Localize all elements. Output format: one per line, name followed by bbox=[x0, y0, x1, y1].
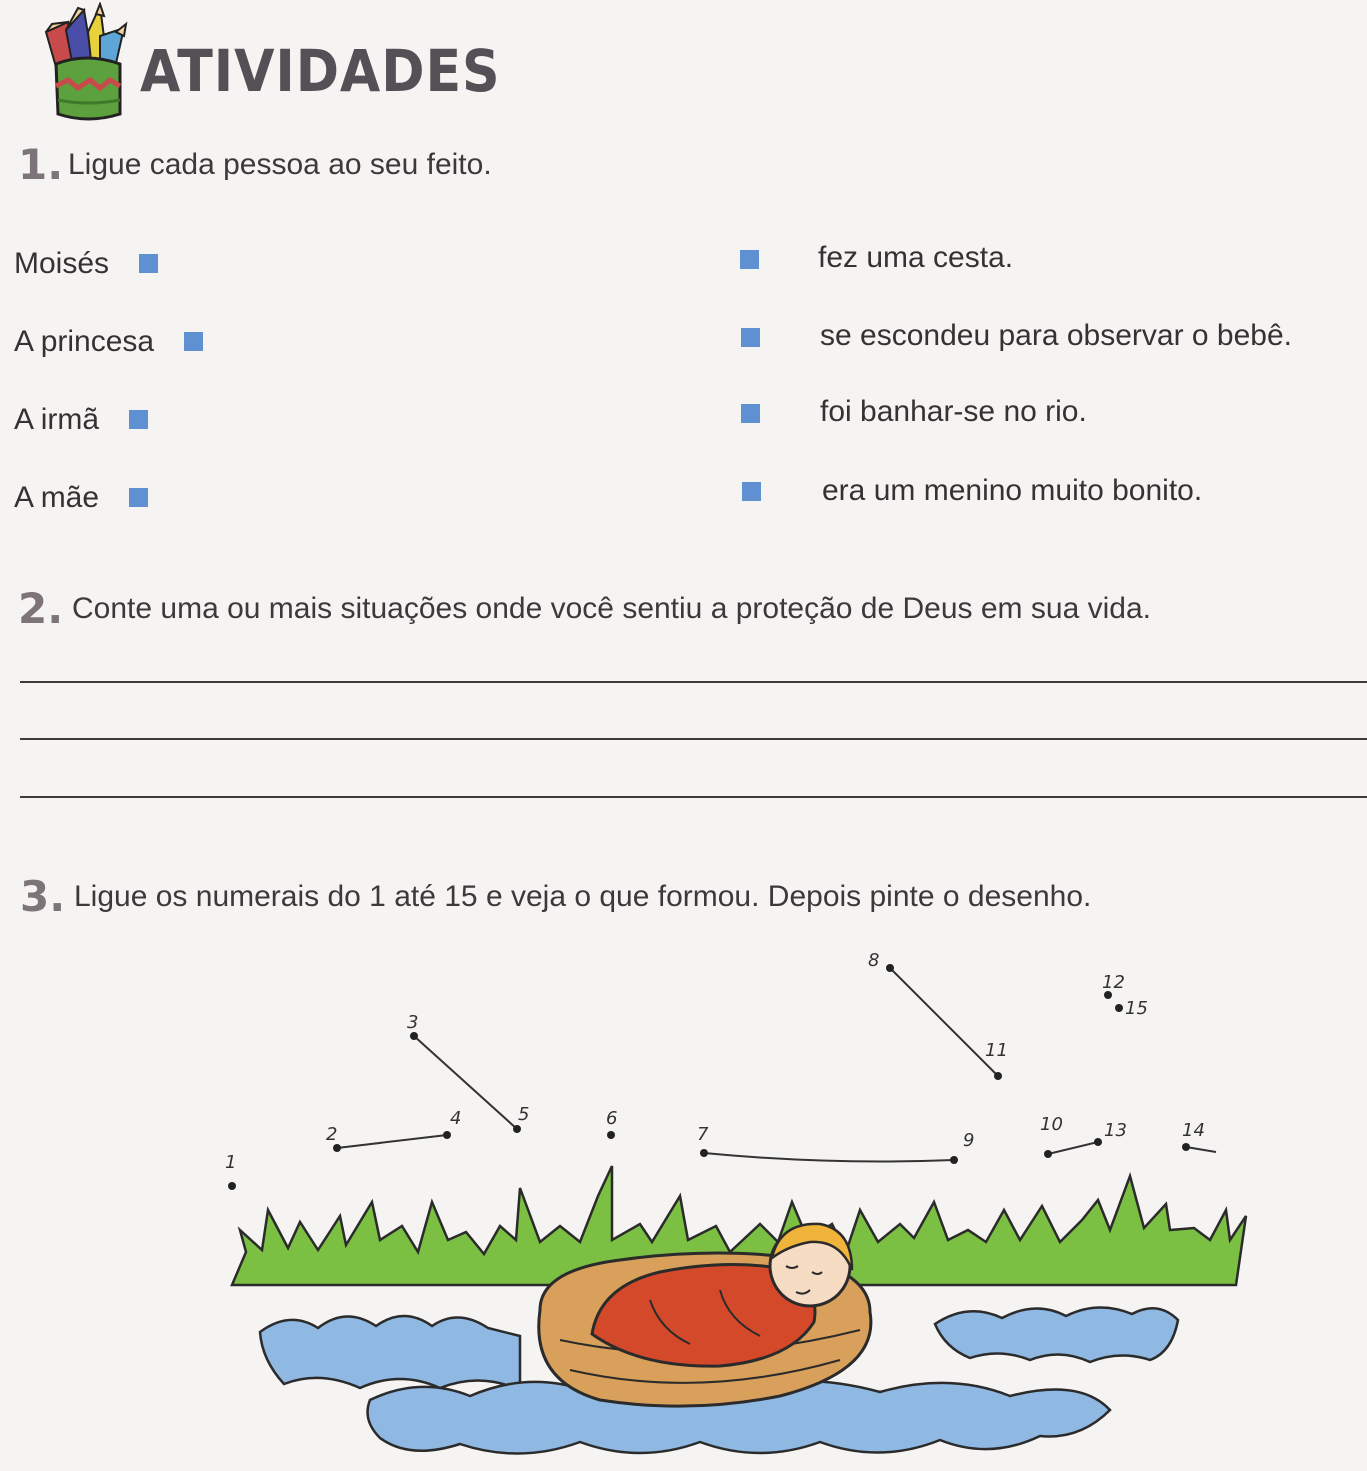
connect-square[interactable] bbox=[139, 254, 158, 273]
number-dots bbox=[228, 964, 1190, 1190]
connect-square[interactable] bbox=[129, 488, 148, 507]
q2-number: 2. bbox=[18, 584, 64, 633]
dot-label: 11 bbox=[985, 1040, 1008, 1061]
connect-square[interactable] bbox=[741, 328, 760, 347]
pencil-cup-icon bbox=[38, 2, 134, 126]
drawn-lines bbox=[337, 968, 1216, 1161]
writing-line[interactable] bbox=[20, 681, 1367, 683]
writing-line[interactable] bbox=[20, 796, 1367, 798]
writing-line[interactable] bbox=[20, 738, 1367, 740]
water-icon bbox=[935, 1307, 1178, 1362]
dot-label: 10 bbox=[1040, 1114, 1063, 1135]
q1-text: Ligue cada pessoa ao seu feito. bbox=[68, 148, 492, 181]
right-item: se escondeu para observar o bebê. bbox=[820, 319, 1292, 352]
right-item: foi banhar-se no rio. bbox=[820, 395, 1087, 428]
dot-label: 8 bbox=[868, 950, 880, 971]
connect-square[interactable] bbox=[740, 250, 759, 269]
dot-label: 14 bbox=[1182, 1120, 1205, 1141]
dot-to-dot-illustration bbox=[0, 940, 1367, 1471]
q1-number: 1. bbox=[18, 140, 64, 189]
right-item: era um menino muito bonito. bbox=[822, 474, 1203, 507]
connect-square[interactable] bbox=[184, 332, 203, 351]
dot-label: 5 bbox=[518, 1104, 530, 1125]
dot-label: 3 bbox=[407, 1012, 419, 1033]
left-item-label: Moisés bbox=[14, 247, 110, 280]
dot-label: 9 bbox=[963, 1130, 975, 1151]
left-item-moises bbox=[14, 249, 158, 279]
q3-text: Ligue os numerais do 1 até 15 e veja o que formou. Depois pinte o desenho. bbox=[74, 880, 1092, 913]
dot-label: 12 bbox=[1102, 972, 1125, 993]
page-title: ATIVIDADES bbox=[140, 37, 501, 105]
connect-square[interactable] bbox=[129, 410, 148, 429]
left-item-princesa bbox=[14, 327, 203, 357]
dot-label: 6 bbox=[606, 1108, 618, 1129]
dot-label: 15 bbox=[1125, 998, 1148, 1019]
q3-number: 3. bbox=[20, 872, 66, 921]
left-item-mae bbox=[14, 483, 148, 513]
right-item: fez uma cesta. bbox=[818, 241, 1014, 274]
left-item-label: A irmã bbox=[14, 403, 100, 436]
left-item-label: A princesa bbox=[14, 325, 155, 358]
q2-text: Conte uma ou mais situações onde você sentiu a proteção de Deus em sua vida. bbox=[72, 592, 1151, 625]
dot-label: 7 bbox=[697, 1124, 709, 1145]
connect-square[interactable] bbox=[742, 482, 761, 501]
water-icon bbox=[260, 1316, 520, 1390]
dot-label: 2 bbox=[326, 1124, 338, 1145]
connect-square[interactable] bbox=[741, 404, 760, 423]
dot-label: 13 bbox=[1104, 1120, 1127, 1141]
dot-label: 4 bbox=[450, 1108, 462, 1129]
left-item-label: A mãe bbox=[14, 481, 100, 514]
dot-label: 1 bbox=[225, 1152, 237, 1173]
left-item-irma bbox=[14, 405, 148, 435]
